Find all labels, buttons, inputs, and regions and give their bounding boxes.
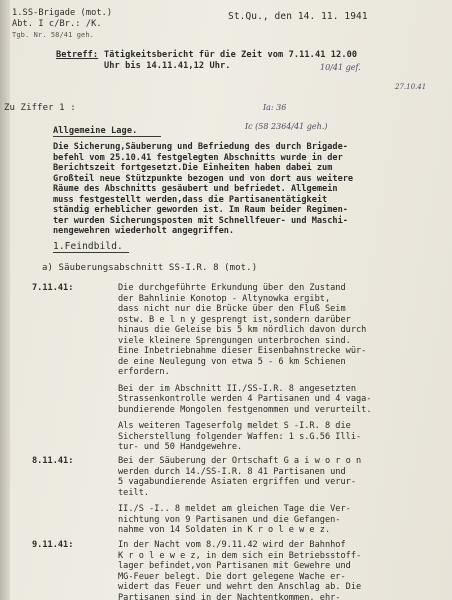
- para-line: Großteil neue Stützpunkte bezogen und von dort aus weitere: [53, 173, 354, 184]
- entry-line: Die durchgeführte Erkundung über den Zustand: [118, 283, 346, 293]
- para-line: muss festgestellt werden,dass die Partisanentätigkeit: [53, 194, 328, 205]
- entry-line: In der Nacht vom 8./9.11.42 wird der Bahnhof: [118, 540, 346, 550]
- unit-line-3: Tgb. Nr. 58/41 geh.: [12, 31, 94, 39]
- zu-ziffer: Zu Ziffer 1 :: [4, 103, 76, 113]
- para-line: nengewehren wiederholt angegriffen.: [53, 226, 235, 236]
- entry-line: Bei der im Abschnitt II./SS-I.R. 8 angesetzten: [118, 383, 356, 394]
- entry-line: Partisanen sind in der Nachtentkommen. ehr-: [118, 592, 341, 600]
- entry-line: Strassenkontrolle werden 4 Partisanen und 4 vaga-: [118, 394, 372, 404]
- entry-line: widert das Feuer und wehrt den Anschlag ab. Die: [118, 582, 362, 592]
- entry-line: Bei der Säuberung der Ortschaft G a i w o r o n: [118, 456, 362, 466]
- entry-line: teilt.: [118, 487, 150, 498]
- para-line: ständig erheblicher geworden ist. Im Raum beider Regimen-: [53, 205, 348, 215]
- subsection-a: a) Säuberungsabschnitt SS-I.R. 8 (mot.): [42, 263, 258, 273]
- binding-edge: [0, 0, 10, 600]
- entry-line: II./S -I.. 8 meldet am gleichen Tage die Ver-: [118, 504, 351, 514]
- subject-annotation-1: 10/41 gef.: [320, 63, 361, 72]
- heading-underline: [53, 136, 161, 137]
- entry-body: [118, 283, 372, 453]
- entry-line: werden durch 14./SS-I.R. 8 41 Partisanen und: [118, 466, 346, 477]
- entry-line: lager befindet,von Partisanen mit Gewehre und: [118, 561, 351, 571]
- entry-line: ostw. B e l n y gesprengt ist,sondern darüber: [118, 314, 351, 325]
- entry-line: MG-Feuer belegt. Die dort gelegene Wache er-: [118, 571, 346, 582]
- para-line: ter wurden Sicherungsposten mit Schnellfeuer- und Maschi-: [53, 215, 348, 226]
- entry-body: [118, 540, 361, 600]
- entry-line: hinaus die Geleise bis 5 km nördlich davon durch: [118, 325, 367, 335]
- unit-line-1: 1.SS-Brigade (mot.): [12, 8, 113, 18]
- heading-feindbild: 1.Feindbild.: [53, 241, 123, 252]
- feindbild-underline: [53, 252, 129, 253]
- subject-line-1: Tätigkeitsbericht für die Zeit vom 7.11.41 12.00: [104, 50, 358, 60]
- entry-date: 9.11.41:: [32, 540, 74, 550]
- entry-line: viele kleinere Sprengungen unterbrochen sind.: [118, 335, 351, 346]
- entry-line: 5 vagabundierende Asiaten ergriffen und verur-: [118, 477, 356, 487]
- entry-body: [118, 456, 361, 536]
- entry-line: nichtung von 9 Partisanen und die Gefangen-: [118, 514, 341, 525]
- unit-line-2: Abt. I c/Br.: /K.: [12, 19, 102, 29]
- entry-date: 8.11.41:: [32, 456, 74, 466]
- entry-line: de eine Neulegung von etwa 5 - 6 km Schienen: [118, 356, 346, 367]
- place-date: St.Qu., den 14. 11. 1941: [228, 11, 368, 22]
- entry-date: 7.11.41:: [32, 283, 74, 293]
- entry-line: der Bahnlinie Konotop - Altynowka ergibt,: [118, 293, 331, 304]
- para-line: Berichtszeit fortgesetzt.Die Einheiten haben dabei zum: [53, 163, 333, 173]
- margin-note-2: Ic (58 2364/41 geh.): [245, 122, 328, 131]
- para-line: befehl vom 25.10.41 festgelegten Abschnitts wurde in der: [53, 152, 343, 163]
- entry-line: dass nicht nur die Brücke über den Fluß Seim: [118, 304, 346, 314]
- margin-note-1: Ia: 36: [263, 103, 287, 112]
- subject-line-2: Uhr bis 14.11.41,12 Uhr.: [104, 61, 231, 71]
- para-line: Die Sicherung,Säuberung und Befriedung des durch Brigade-: [53, 142, 348, 152]
- entry-line: Eine Inbetriebnahme dieser Eisenbahnstrecke wür-: [118, 346, 367, 356]
- para-line: Räume des Abschnitts gesäubert und befriedet. Allgemein: [53, 184, 338, 194]
- entry-line: K r o l e w e z, in dem sich ein Betriebsstoff-: [118, 550, 362, 561]
- paragraph-allgemeine-lage: [53, 142, 413, 237]
- heading-allgemeine-lage: Allgemeine Lage.: [53, 126, 138, 136]
- entry-line: Als weiteren Tageserfolg meldet S -I.R. 8 die: [118, 421, 351, 431]
- subject-label: Betreff:: [56, 50, 99, 60]
- entry-line: Sicherstellung folgender Waffen: 1 s.G.56 Illi-: [118, 431, 362, 442]
- entry-line: nahme von 14 Soldaten in K r o l e w e z.: [118, 525, 331, 535]
- entry-line: tur- und 50 Handgewehre.: [118, 442, 243, 452]
- subject-annotation-2: 27.10.41: [395, 83, 427, 91]
- entry-line: erfordern.: [118, 367, 170, 377]
- entry-line: bundierende Mongolen festgenommen und verurteilt.: [118, 404, 372, 415]
